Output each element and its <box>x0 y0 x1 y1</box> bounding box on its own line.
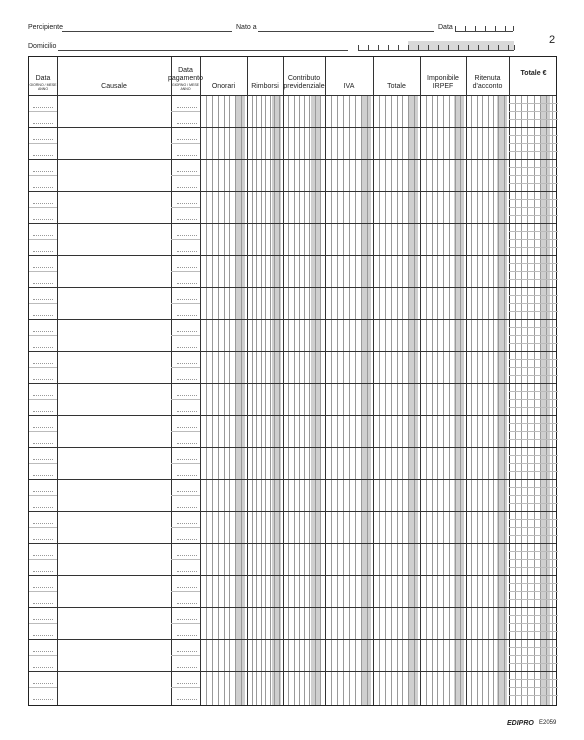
date-entry-field[interactable] <box>33 627 53 636</box>
date-entry-field[interactable] <box>33 691 53 700</box>
row-midline <box>29 143 57 144</box>
date-entry-field[interactable] <box>33 403 53 412</box>
date-entry-field[interactable] <box>177 675 197 684</box>
row-midline <box>509 503 558 504</box>
row-midline <box>29 367 57 368</box>
date-entry-field[interactable] <box>33 499 53 508</box>
header-data-label: Data <box>35 75 51 82</box>
digit-line <box>229 95 230 705</box>
digit-line <box>488 95 489 705</box>
digit-line <box>206 95 207 705</box>
date-entry-field[interactable] <box>33 179 53 188</box>
date-entry-field[interactable] <box>33 243 53 252</box>
row-midline <box>509 247 558 248</box>
row-midline <box>509 567 558 568</box>
digit-line <box>437 95 438 705</box>
date-entry-field[interactable] <box>177 691 197 700</box>
digit-line <box>288 95 289 705</box>
row-midline <box>171 559 200 560</box>
row-midline <box>171 111 200 112</box>
date-entry-field[interactable] <box>33 195 53 204</box>
header-iva <box>325 57 373 95</box>
row-midline <box>509 647 558 648</box>
date-entry-field[interactable] <box>177 339 197 348</box>
header-totale <box>373 57 420 95</box>
date-entry-field[interactable] <box>33 435 53 444</box>
date-entry-field[interactable] <box>177 291 197 300</box>
date-entry-field[interactable] <box>177 355 197 364</box>
row-midline <box>29 335 57 336</box>
date-entry-field[interactable] <box>177 259 197 268</box>
header-imponibile-label-1: Imponibile <box>427 75 459 82</box>
date-entry-field[interactable] <box>33 387 53 396</box>
digit-line <box>235 95 236 705</box>
digit-line <box>252 95 253 705</box>
row-midline <box>29 495 57 496</box>
row-midline <box>509 623 558 624</box>
digit-line <box>391 95 392 705</box>
contributo-cents-shade <box>311 95 320 705</box>
date-entry-field[interactable] <box>177 483 197 492</box>
digit-line <box>279 95 280 705</box>
row-midline <box>509 119 558 120</box>
date-entry-field[interactable] <box>33 371 53 380</box>
row-midline <box>509 335 558 336</box>
row-midline <box>171 143 200 144</box>
date-entry-field[interactable] <box>33 323 53 332</box>
date-entry-field[interactable] <box>177 659 197 668</box>
digit-line <box>349 95 350 705</box>
header-contributo-label-1: Contributo <box>287 75 321 82</box>
digit-line <box>477 95 478 705</box>
header-contributo-label-2: previdenziale <box>283 83 325 90</box>
percipiente-label: Percipiente <box>28 24 64 31</box>
header-separator <box>29 95 556 96</box>
row-midline <box>29 655 57 656</box>
row-midline <box>509 655 558 656</box>
date-entry-field[interactable] <box>33 99 53 108</box>
row-midline <box>509 487 558 488</box>
date-entry-field[interactable] <box>177 275 197 284</box>
row-midline <box>509 295 558 296</box>
date-entry-field[interactable] <box>177 179 197 188</box>
date-entry-field[interactable] <box>177 467 197 476</box>
digit-line <box>241 95 242 705</box>
digit-line <box>449 95 450 705</box>
header-contributo <box>283 57 325 95</box>
header-data-pagamento-label-1: Data <box>178 67 193 74</box>
data-label: Data <box>438 24 453 31</box>
row-midline <box>509 263 558 264</box>
digit-line <box>315 95 316 705</box>
date-entry-field[interactable] <box>33 579 53 588</box>
row-midline <box>509 431 558 432</box>
date-entry-field[interactable] <box>33 643 53 652</box>
row-midline <box>509 471 558 472</box>
digit-line <box>493 95 494 705</box>
domicilio-field[interactable] <box>58 50 348 51</box>
date-entry-field[interactable] <box>33 595 53 604</box>
row-midline <box>509 303 558 304</box>
row-separator <box>29 223 556 224</box>
nato-a-label: Nato a <box>236 24 257 31</box>
date-entry-field[interactable] <box>177 499 197 508</box>
date-entry-field[interactable] <box>33 131 53 140</box>
date-entry-field[interactable] <box>33 355 53 364</box>
digit-line <box>309 95 310 705</box>
header-ritenuta-label-1: Ritenuta <box>474 75 501 82</box>
date-entry-field[interactable] <box>33 675 53 684</box>
row-midline <box>29 623 57 624</box>
row-midline <box>509 207 558 208</box>
header-causale <box>57 57 171 95</box>
digit-line <box>408 95 409 705</box>
row-separator <box>29 447 556 448</box>
date-entry-field[interactable] <box>177 227 197 236</box>
row-midline <box>509 183 558 184</box>
header-totale-label: Totale <box>387 83 406 90</box>
row-separator <box>29 319 556 320</box>
digit-line <box>256 95 257 705</box>
date-entry-field[interactable] <box>33 163 53 172</box>
row-midline <box>29 687 57 688</box>
digit-line <box>337 95 338 705</box>
row-separator <box>29 607 556 608</box>
row-midline <box>29 463 57 464</box>
row-separator <box>29 511 556 512</box>
date-entry-field[interactable] <box>177 403 197 412</box>
row-midline <box>509 231 558 232</box>
row-midline <box>171 399 200 400</box>
row-separator <box>29 671 556 672</box>
row-midline <box>29 207 57 208</box>
header-causale-label: Causale <box>101 83 127 90</box>
row-midline <box>29 431 57 432</box>
domicilio-label: Domicilio <box>28 43 57 50</box>
date-entry-field[interactable] <box>177 595 197 604</box>
row-midline <box>509 495 558 496</box>
date-entry-field[interactable] <box>177 115 197 124</box>
digit-line <box>498 95 499 705</box>
onorari-cents-shade <box>235 95 245 705</box>
row-midline <box>509 375 558 376</box>
row-midline <box>29 591 57 592</box>
row-midline <box>171 239 200 240</box>
digit-line <box>355 95 356 705</box>
form-code: E2059 <box>539 720 557 726</box>
date-entry-field[interactable] <box>177 163 197 172</box>
date-entry-field[interactable] <box>177 147 197 156</box>
digit-line <box>455 95 456 705</box>
date-entry-field[interactable] <box>33 259 53 268</box>
digit-line <box>546 95 547 705</box>
date-entry-field[interactable] <box>33 515 53 524</box>
digit-line <box>265 95 266 705</box>
imponibile-cents-shade <box>454 95 464 705</box>
row-midline <box>509 559 558 560</box>
date-entry-field[interactable] <box>177 195 197 204</box>
date-entry-field[interactable] <box>177 435 197 444</box>
digit-line <box>482 95 483 705</box>
digit-line <box>426 95 427 705</box>
date-entry-field[interactable] <box>177 211 197 220</box>
row-midline <box>509 327 558 328</box>
header-data-sub: GIORNO / MESE ANNO <box>29 83 57 91</box>
row-midline <box>29 175 57 176</box>
row-separator <box>29 639 556 640</box>
date-entry-field[interactable] <box>177 451 197 460</box>
row-midline <box>509 591 558 592</box>
digit-line <box>414 95 415 705</box>
digit-line <box>294 95 295 705</box>
row-midline <box>29 271 57 272</box>
row-midline <box>509 391 558 392</box>
row-separator <box>29 415 556 416</box>
date-entry-field[interactable] <box>177 419 197 428</box>
header-imponibile-label-2: IRPEF <box>432 83 454 90</box>
digit-line <box>343 95 344 705</box>
date-entry-field[interactable] <box>33 147 53 156</box>
row-midline <box>509 519 558 520</box>
header-data-pagamento-sub: GIORNO / MESE ANNO <box>171 83 200 91</box>
digit-line <box>504 95 505 705</box>
header-totale-euro <box>509 57 558 95</box>
digit-line <box>218 95 219 705</box>
digit-line <box>331 95 332 705</box>
date-entry-field[interactable] <box>177 99 197 108</box>
row-midline <box>509 359 558 360</box>
date-entry-field[interactable] <box>33 291 53 300</box>
date-entry-field[interactable] <box>33 275 53 284</box>
header-data-pagamento-label-2: pagamento <box>167 75 204 82</box>
row-separator <box>29 479 556 480</box>
date-entry-field[interactable] <box>33 531 53 540</box>
row-midline <box>509 143 558 144</box>
row-midline <box>509 167 558 168</box>
row-midline <box>509 439 558 440</box>
row-separator <box>29 575 556 576</box>
row-midline <box>509 239 558 240</box>
row-midline <box>171 527 200 528</box>
digit-line <box>367 95 368 705</box>
digit-line <box>443 95 444 705</box>
row-separator <box>29 255 556 256</box>
digit-line <box>270 95 271 705</box>
date-entry-field[interactable] <box>177 131 197 140</box>
row-midline <box>171 335 200 336</box>
row-midline <box>509 367 558 368</box>
row-midline <box>509 135 558 136</box>
header-rimborsi-label: Rimborsi <box>251 83 279 90</box>
row-midline <box>509 423 558 424</box>
digit-line <box>397 95 398 705</box>
row-midline <box>171 623 200 624</box>
row-midline <box>509 407 558 408</box>
date-entry-field[interactable] <box>33 547 53 556</box>
digit-line <box>320 95 321 705</box>
row-midline <box>509 679 558 680</box>
header-ritenuta <box>466 57 509 95</box>
row-separator <box>29 351 556 352</box>
date-entry-field[interactable] <box>177 371 197 380</box>
date-entry-field[interactable] <box>177 547 197 556</box>
row-midline <box>509 271 558 272</box>
row-midline <box>509 695 558 696</box>
row-midline <box>509 551 558 552</box>
digit-line <box>402 95 403 705</box>
row-midline <box>509 687 558 688</box>
date-entry-field[interactable] <box>33 611 53 620</box>
digit-line <box>261 95 262 705</box>
row-midline <box>509 535 558 536</box>
row-midline <box>509 399 558 400</box>
digit-line <box>299 95 300 705</box>
row-separator <box>29 287 556 288</box>
row-midline <box>29 399 57 400</box>
row-separator <box>29 383 556 384</box>
row-midline <box>171 271 200 272</box>
row-midline <box>509 343 558 344</box>
row-separator <box>29 127 556 128</box>
row-midline <box>171 367 200 368</box>
row-midline <box>171 687 200 688</box>
row-midline <box>509 111 558 112</box>
row-midline <box>509 583 558 584</box>
row-midline <box>509 463 558 464</box>
digit-line <box>212 95 213 705</box>
row-midline <box>509 527 558 528</box>
row-midline <box>171 591 200 592</box>
date-entry-field[interactable] <box>33 467 53 476</box>
date-entry-field[interactable] <box>177 531 197 540</box>
row-midline <box>29 239 57 240</box>
totale-cents-shade <box>408 95 418 705</box>
data-field[interactable] <box>455 22 513 32</box>
page-number: 2 <box>549 34 556 46</box>
row-midline <box>171 207 200 208</box>
row-midline <box>509 615 558 616</box>
digit-line <box>515 95 516 705</box>
row-midline <box>29 527 57 528</box>
brand-logo: EDIPRO <box>507 720 534 727</box>
date-entry-field[interactable] <box>33 451 53 460</box>
row-midline <box>171 495 200 496</box>
date-entry-field[interactable] <box>177 563 197 572</box>
codice-fiscale-field[interactable] <box>358 41 514 51</box>
date-entry-field[interactable] <box>177 579 197 588</box>
header-totale-euro-label: Totale € <box>520 70 547 77</box>
date-entry-field[interactable] <box>33 563 53 572</box>
row-midline <box>509 279 558 280</box>
row-separator <box>29 191 556 192</box>
header-imponibile <box>420 57 466 95</box>
digit-line <box>460 95 461 705</box>
row-separator <box>29 159 556 160</box>
date-entry-field[interactable] <box>177 323 197 332</box>
ledger-table <box>28 56 557 706</box>
row-midline <box>509 151 558 152</box>
row-midline <box>509 599 558 600</box>
date-entry-field[interactable] <box>33 307 53 316</box>
date-entry-field[interactable] <box>177 307 197 316</box>
row-midline <box>29 111 57 112</box>
header-data-pagamento <box>167 57 204 95</box>
date-entry-field[interactable] <box>177 611 197 620</box>
digit-line <box>304 95 305 705</box>
nato-a-field[interactable] <box>258 31 434 32</box>
header-ritenuta-label-2: d'acconto <box>472 83 503 90</box>
percipiente-field[interactable] <box>62 31 232 32</box>
row-midline <box>509 311 558 312</box>
date-entry-field[interactable] <box>177 515 197 524</box>
row-midline <box>509 103 558 104</box>
row-midline <box>29 559 57 560</box>
row-midline <box>509 663 558 664</box>
header-iva-label: IVA <box>343 83 355 90</box>
digit-line <box>432 95 433 705</box>
date-entry-field[interactable] <box>177 387 197 396</box>
date-entry-field[interactable] <box>33 419 53 428</box>
row-midline <box>171 431 200 432</box>
row-midline <box>509 631 558 632</box>
date-entry-field[interactable] <box>33 211 53 220</box>
date-entry-field[interactable] <box>33 659 53 668</box>
digit-line <box>274 95 275 705</box>
digit-line <box>527 95 528 705</box>
row-midline <box>171 303 200 304</box>
row-midline <box>29 303 57 304</box>
row-separator <box>29 543 556 544</box>
row-midline <box>509 175 558 176</box>
date-entry-field[interactable] <box>33 115 53 124</box>
row-midline <box>171 463 200 464</box>
header-onorari <box>200 57 247 95</box>
digit-line <box>385 95 386 705</box>
row-midline <box>509 199 558 200</box>
digit-line <box>534 95 535 705</box>
date-entry-field[interactable] <box>33 483 53 492</box>
digit-line <box>521 95 522 705</box>
date-entry-field[interactable] <box>177 627 197 636</box>
digit-line <box>471 95 472 705</box>
date-entry-field[interactable] <box>177 643 197 652</box>
header-rimborsi <box>247 57 283 95</box>
header-data <box>29 57 57 95</box>
digit-line <box>540 95 541 705</box>
date-entry-field[interactable] <box>33 339 53 348</box>
date-entry-field[interactable] <box>33 227 53 236</box>
row-midline <box>509 215 558 216</box>
digit-line <box>379 95 380 705</box>
digit-line <box>552 95 553 705</box>
row-midline <box>171 655 200 656</box>
row-midline <box>509 455 558 456</box>
date-entry-field[interactable] <box>177 243 197 252</box>
digit-line <box>224 95 225 705</box>
header-onorari-label: Onorari <box>211 83 236 90</box>
row-midline <box>171 175 200 176</box>
digit-line <box>361 95 362 705</box>
